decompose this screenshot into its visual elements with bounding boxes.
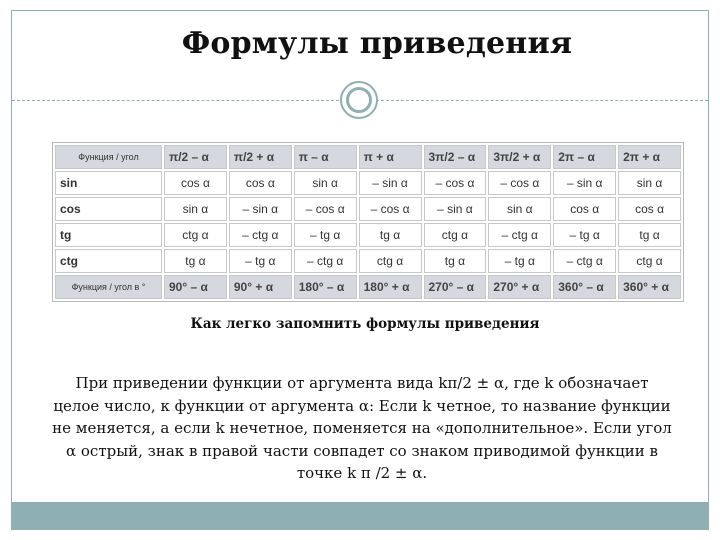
table-cell: – ctg α — [553, 249, 616, 273]
table-cell: cos α — [618, 197, 681, 221]
function-name-cell: cos — [55, 197, 162, 221]
table-cell: – cos α — [424, 171, 487, 195]
table-header-cell: π – α — [294, 145, 357, 169]
table-cell: – tg α — [553, 223, 616, 247]
table-cell: ctg α — [618, 249, 681, 273]
table-cell: tg α — [424, 249, 487, 273]
table-footer-cell: 270° + α — [488, 275, 551, 299]
table-footer-cell: 360° – α — [553, 275, 616, 299]
function-name-cell: sin — [55, 171, 162, 195]
table-cell: tg α — [164, 249, 227, 273]
table-cell: – cos α — [294, 197, 357, 221]
table-header-cell: 3π/2 – α — [424, 145, 487, 169]
function-name-cell: ctg — [55, 249, 162, 273]
table-row — [55, 249, 681, 273]
table-cell: cos α — [553, 197, 616, 221]
table-cell: – tg α — [229, 249, 292, 273]
table-cell: – sin α — [553, 171, 616, 195]
table-cell: – tg α — [294, 223, 357, 247]
table-cell: sin α — [618, 171, 681, 195]
rule-paragraph: При приведении функции от аргумента вида kπ/2 ± α, где k обозначает целое число, к функции от аргумента α: Если k четное, то название функции не меняется, а если k нечетное, поменяется на «дополнительное». Если угол α острый, знак в правой части совпадет со знаком приводимой функции в точке k π /2 ± α. — [52, 374, 672, 482]
table-cell: ctg α — [424, 223, 487, 247]
table-cell: ctg α — [359, 249, 422, 273]
table-cell: – ctg α — [294, 249, 357, 273]
table-header-cell: π/2 – α — [164, 145, 227, 169]
table-footer-cell: 90° + α — [229, 275, 292, 299]
table-header-cell: 2π – α — [553, 145, 616, 169]
table-footer-cell: 180° + α — [359, 275, 422, 299]
table-cell: – ctg α — [229, 223, 292, 247]
table-header-cell: Функция / угол — [55, 145, 162, 169]
section-subtitle: Как легко запомнить формулы приведения — [190, 316, 540, 332]
table-cell: cos α — [229, 171, 292, 195]
table-cell: cos α — [164, 171, 227, 195]
circle-ornament-icon — [340, 81, 378, 119]
table-cell: – sin α — [359, 171, 422, 195]
table-footer-row — [55, 275, 681, 299]
table-header-cell: 3π/2 + α — [488, 145, 551, 169]
table-footer-cell: 180° – α — [294, 275, 357, 299]
reduction-formulas-table — [52, 142, 684, 302]
table-cell: sin α — [294, 171, 357, 195]
table-footer-cell: 270° – α — [424, 275, 487, 299]
table-cell: sin α — [164, 197, 227, 221]
table-footer-cell: 90° – α — [164, 275, 227, 299]
table-cell: – cos α — [488, 171, 551, 195]
table-row — [55, 171, 681, 195]
table-cell: tg α — [618, 223, 681, 247]
slide-title: Формулы приведения — [181, 26, 573, 61]
table-row — [55, 197, 681, 221]
slide-footer-bar — [11, 502, 709, 530]
table-cell: tg α — [359, 223, 422, 247]
table-header-cell: π + α — [359, 145, 422, 169]
table-cell: – tg α — [488, 249, 551, 273]
table-header-row — [55, 145, 681, 169]
table-cell: – sin α — [229, 197, 292, 221]
table-footer-cell: Функция / угол в ° — [55, 275, 162, 299]
table-cell: – sin α — [424, 197, 487, 221]
table-footer-cell: 360° + α — [618, 275, 681, 299]
function-name-cell: tg — [55, 223, 162, 247]
table-cell: sin α — [488, 197, 551, 221]
table-cell: – ctg α — [488, 223, 551, 247]
table-cell: ctg α — [164, 223, 227, 247]
table-header-cell: 2π + α — [618, 145, 681, 169]
table-cell: – cos α — [359, 197, 422, 221]
table-header-cell: π/2 + α — [229, 145, 292, 169]
table-row — [55, 223, 681, 247]
